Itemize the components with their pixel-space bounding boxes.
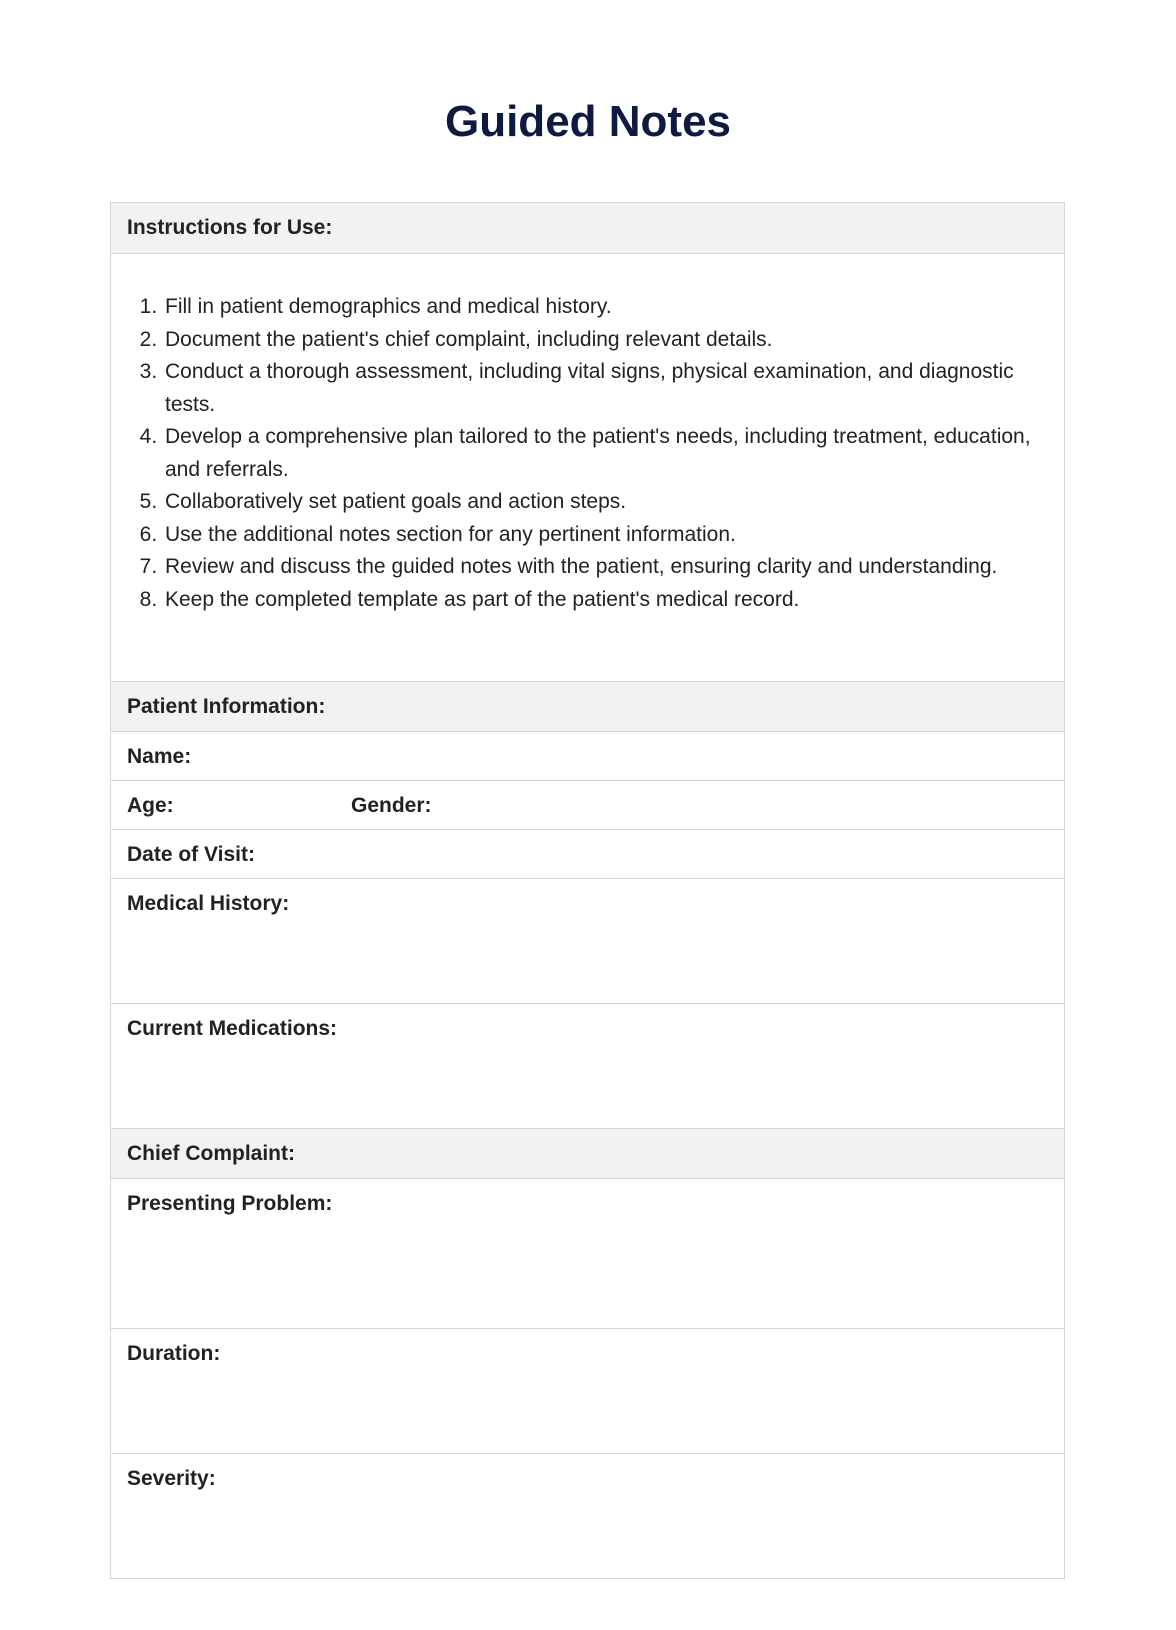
instruction-item: 1. Fill in patient demographics and medical history. <box>163 291 1048 324</box>
presenting-problem-label: Presenting Problem: <box>127 1192 333 1215</box>
severity-field[interactable] <box>111 1453 1064 1578</box>
current-medications-field[interactable] <box>111 1003 1064 1128</box>
page-title: Guided Notes <box>444 97 732 146</box>
date-of-visit-label: Date of Visit: <box>127 843 255 866</box>
instruction-item: 3. Conduct a thorough assessment, including vital signs, physical examination, and diagnostic tests. <box>163 356 1048 421</box>
medical-history-label: Medical History: <box>127 892 290 915</box>
current-medications-label: Current Medications: <box>127 1017 338 1040</box>
instruction-item: 4. Develop a comprehensive plan tailored to the patient's needs, including treatment, education, and referrals. <box>163 421 1048 486</box>
duration-field[interactable] <box>111 1328 1064 1453</box>
medical-history-field[interactable] <box>111 878 1064 1003</box>
presenting-problem-field[interactable] <box>111 1178 1064 1328</box>
instruction-item: 6. Use the additional notes section for any pertinent information. <box>163 519 1048 552</box>
severity-label: Severity: <box>127 1467 216 1490</box>
instruction-item: 2. Document the patient's chief complaint, including relevant details. <box>163 324 1048 357</box>
age-gender-field[interactable] <box>111 780 1064 829</box>
patient-info-header: Patient Information: <box>111 681 1064 731</box>
chief-complaint-header: Chief Complaint: <box>111 1128 1064 1178</box>
duration-label: Duration: <box>127 1342 221 1365</box>
gender-label: Gender: <box>351 794 432 817</box>
instruction-item: 5. Collaboratively set patient goals and action steps. <box>163 486 1048 519</box>
instruction-item: 8. Keep the completed template as part of the patient's medical record. <box>163 584 1048 617</box>
instruction-item: 7. Review and discuss the guided notes with the patient, ensuring clarity and understanding. <box>163 551 1048 584</box>
name-field[interactable] <box>111 731 1064 780</box>
instructions-header: Instructions for Use: <box>111 203 1064 253</box>
age-label: Age: <box>127 794 174 817</box>
instructions-list <box>127 291 1048 616</box>
instructions-list-section <box>111 253 1064 681</box>
date-of-visit-field[interactable] <box>111 829 1064 878</box>
name-label: Name: <box>127 745 192 768</box>
guided-notes-form <box>110 202 1065 1579</box>
